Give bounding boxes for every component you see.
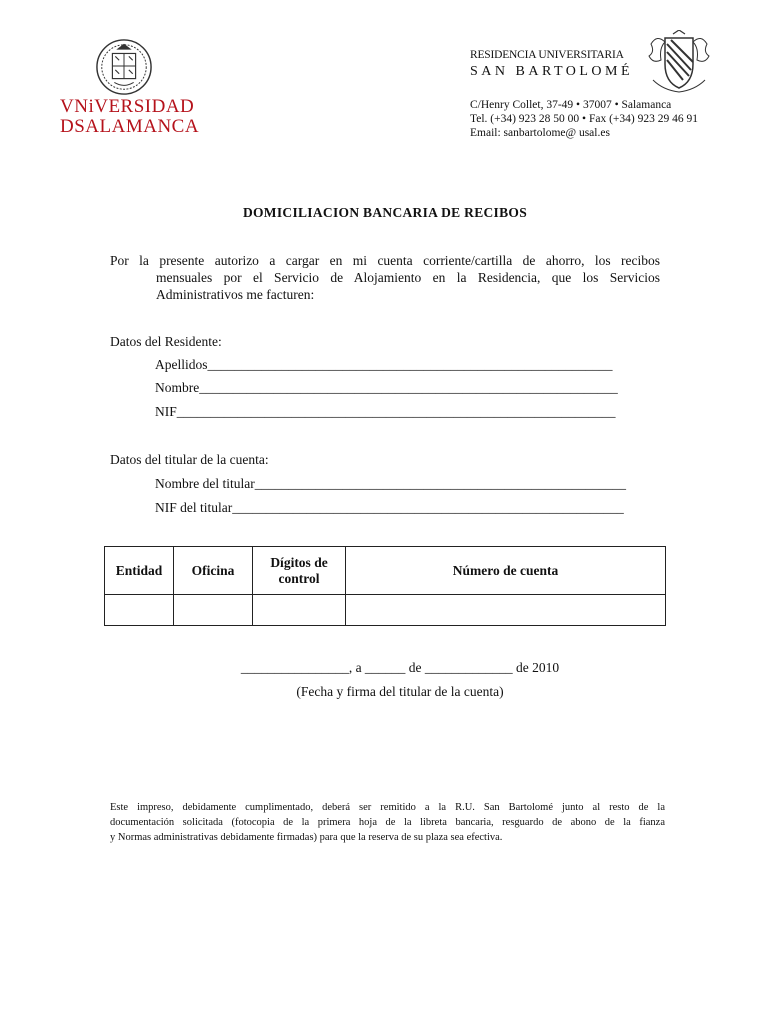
university-name-line2: DSALAMANCA xyxy=(60,116,200,137)
footer-note xyxy=(110,800,665,845)
residence-name-line1: RESIDENCIA UNIVERSITARIA xyxy=(470,49,624,61)
oficina-cell[interactable] xyxy=(174,595,253,626)
table-header-row xyxy=(105,547,666,595)
entidad-cell[interactable] xyxy=(105,595,174,626)
residence-address: C/Henry Collet, 37-49 • 37007 • Salamanca xyxy=(470,99,672,111)
document-title: DOMICILIACION BANCARIA DE RECIBOS xyxy=(242,205,528,220)
holder-section-heading: Datos del titular de la cuenta: xyxy=(110,452,269,467)
footer-line: y Normas administrativas debidamente firmadas) para que la reserva de su plaza sea efectiva. xyxy=(110,832,503,843)
resident-section-heading: Datos del Residente: xyxy=(110,334,222,349)
bank-account-table xyxy=(104,546,666,626)
holder-name-field[interactable]: Nombre del titular_______________________________________________________ xyxy=(155,476,626,491)
authorization-paragraph xyxy=(110,252,660,303)
name-field[interactable]: Nombre______________________________________________________________ xyxy=(155,380,618,395)
university-name-line1: VNiVERSIDAD xyxy=(60,96,195,117)
paragraph-line: Administrativos me facturen: xyxy=(156,287,315,302)
header-digitos-control: Dígitos de control xyxy=(253,547,346,595)
coat-of-arms-icon xyxy=(643,30,715,96)
date-place-line[interactable]: ________________, a ______ de _____________ de 2010 xyxy=(240,660,560,675)
header-numero-cuenta: Número de cuenta xyxy=(346,547,666,595)
university-logo xyxy=(60,38,200,138)
residence-phone-fax: Tel. (+34) 923 28 50 00 • Fax (+34) 923 29 46 91 xyxy=(470,113,698,125)
digitos-control-cell[interactable] xyxy=(253,595,346,626)
paragraph-line: Por la presente autorizo a cargar en mi cuenta corriente/cartilla de ahorro, los recibos xyxy=(110,253,660,268)
residence-name-line2: SAN BARTOLOMÉ xyxy=(470,64,634,79)
paragraph-line: mensuales por el Servicio de Alojamiento en la Residencia, que los Servicios xyxy=(156,270,660,285)
header-entidad: Entidad xyxy=(105,547,174,595)
numero-cuenta-cell[interactable] xyxy=(346,595,666,626)
residence-email: Email: sanbartolome@ usal.es xyxy=(470,127,610,139)
nif-field[interactable]: NIF_________________________________________________________________ xyxy=(155,404,616,419)
table-row xyxy=(105,595,666,626)
holder-nif-field[interactable]: NIF del titular__________________________________________________________ xyxy=(155,500,624,515)
footer-line: Este impreso, debidamente cumplimentado, deberá ser remitido a la R.U. San Bartolomé junto al resto de la xyxy=(110,802,665,813)
surname-field[interactable]: Apellidos____________________________________________________________ xyxy=(155,357,613,372)
footer-line: documentación solicitada (fotocopia de la primera hoja de la libreta bancaria, resguardo de abono de la fianza xyxy=(110,817,665,828)
header-oficina: Oficina xyxy=(174,547,253,595)
university-seal-icon xyxy=(95,38,153,96)
signature-caption: (Fecha y firma del titular de la cuenta) xyxy=(296,684,504,699)
